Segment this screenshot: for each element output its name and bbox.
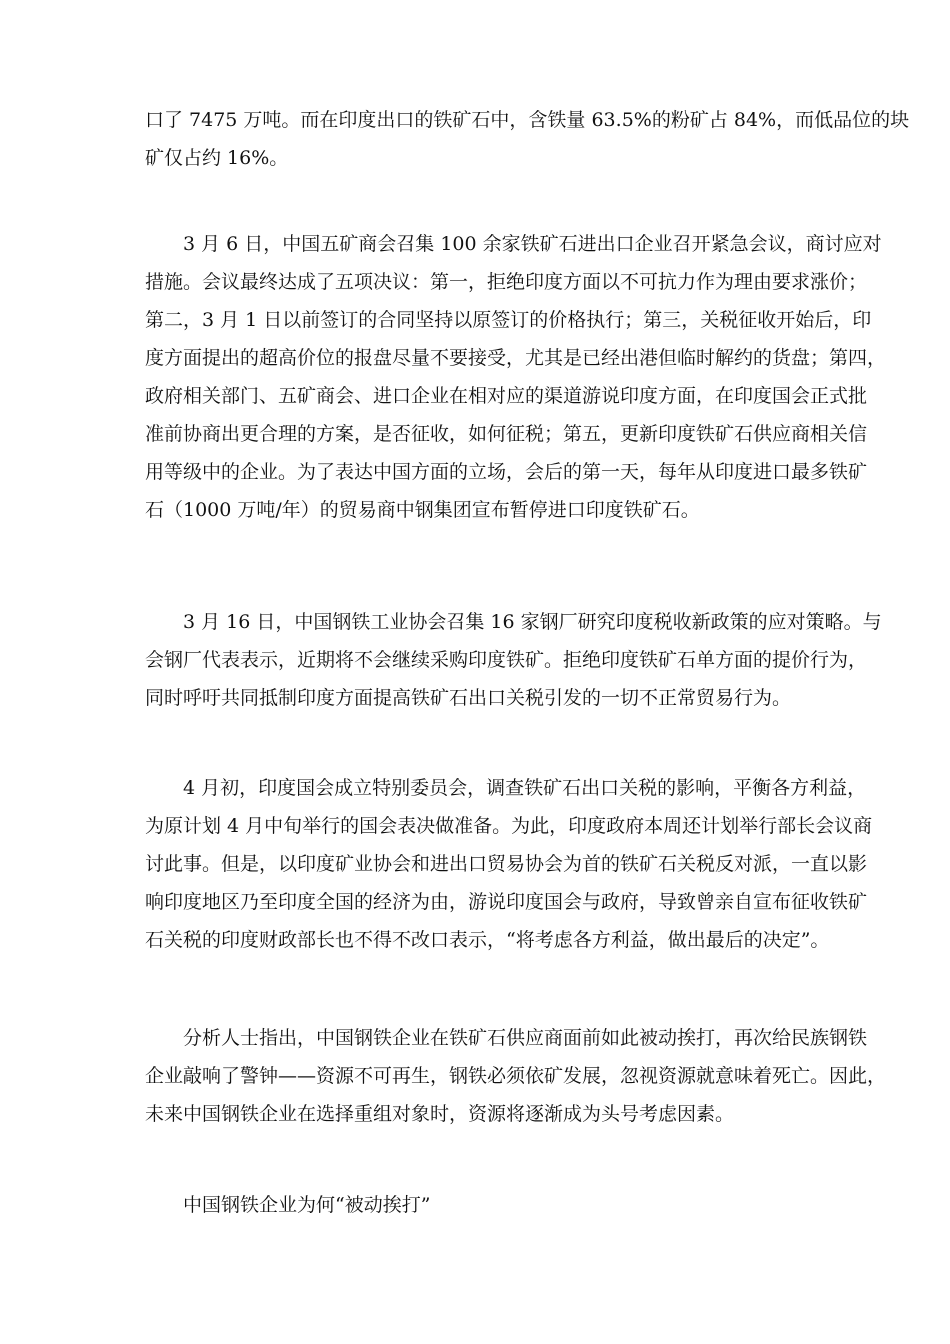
section-heading (145, 1186, 865, 1224)
paragraph-april (145, 769, 873, 959)
paragraph-line: 未来中国钢铁企业在选择重组对象时，资源将逐渐成为头号考虑因素。 (145, 1103, 735, 1125)
paragraph-line: 矿仅占约 16%。 (145, 147, 289, 169)
paragraph-line: 会钢厂代表表示，近期将不会继续采购印度铁矿。拒绝印度铁矿石单方面的提价行为， (145, 649, 868, 671)
paragraph-line: 度方面提出的超高价位的报盘尽量不要接受，尤其是已经出港但临时解约的货盘；第四， (145, 347, 887, 369)
paragraph-line: 第二，3 月 1 日以前签订的合同坚持以原签订的价格执行；第三，关税征收开始后，印 (145, 309, 872, 331)
paragraph-line: 石（1000 万吨/年）的贸易商中钢集团宣布暂停进口印度铁矿石。 (145, 499, 700, 521)
paragraph-analysis (145, 1019, 887, 1133)
paragraph-continuation (145, 101, 910, 177)
paragraph-line: 3 月 16 日，中国钢铁工业协会召集 16 家钢厂研究印度税收新政策的应对策略。与 (183, 611, 882, 633)
section-heading-text: 中国钢铁企业为何“被动挨打” (183, 1194, 431, 1216)
paragraph-line: 用等级中的企业。为了表达中国方面的立场，会后的第一天，每年从印度进口最多铁矿 (145, 461, 868, 483)
paragraph-line: 政府相关部门、五矿商会、进口企业在相对应的渠道游说印度方面，在印度国会正式批 (145, 385, 868, 407)
paragraph-line: 4 月初，印度国会成立特别委员会，调查铁矿石出口关税的影响，平衡各方利益， (183, 777, 867, 799)
paragraph-line: 3 月 6 日，中国五矿商会召集 100 余家铁矿石进出口企业召开紧急会议，商讨应对 (183, 233, 882, 255)
paragraph-line: 口了 7475 万吨。而在印度出口的铁矿石中，含铁量 63.5%的粉矿占 84%，而低品位的块 (145, 109, 910, 131)
paragraph-march-16 (145, 603, 882, 717)
paragraph-line: 石关税的印度财政部长也不得不改口表示，“将考虑各方利益，做出最后的决定”。 (145, 929, 830, 951)
paragraph-line: 企业敲响了警钟——资源不可再生，钢铁必须依矿发展，忽视资源就意味着死亡。因此， (145, 1065, 887, 1087)
paragraph-line: 准前协商出更合理的方案，是否征收，如何征税；第五，更新印度铁矿石供应商相关信 (145, 423, 868, 445)
paragraph-march-6 (145, 225, 887, 529)
paragraph-line: 响印度地区乃至印度全国的经济为由，游说印度国会与政府，导致曾亲自宣布征收铁矿 (145, 891, 868, 913)
paragraph-line: 为原计划 4 月中旬举行的国会表决做准备。为此，印度政府本周还计划举行部长会议商 (145, 815, 873, 837)
paragraph-line: 同时呼吁共同抵制印度方面提高铁矿石出口关税引发的一切不正常贸易行为。 (145, 687, 792, 709)
paragraph-line: 措施。会议最终达成了五项决议：第一，拒绝印度方面以不可抗力作为理由要求涨价； (145, 271, 868, 293)
paragraph-line: 分析人士指出，中国钢铁企业在铁矿石供应商面前如此被动挨打，再次给民族钢铁 (183, 1027, 868, 1049)
paragraph-line: 讨此事。但是，以印度矿业协会和进出口贸易协会为首的铁矿石关税反对派，一直以影 (145, 853, 868, 875)
